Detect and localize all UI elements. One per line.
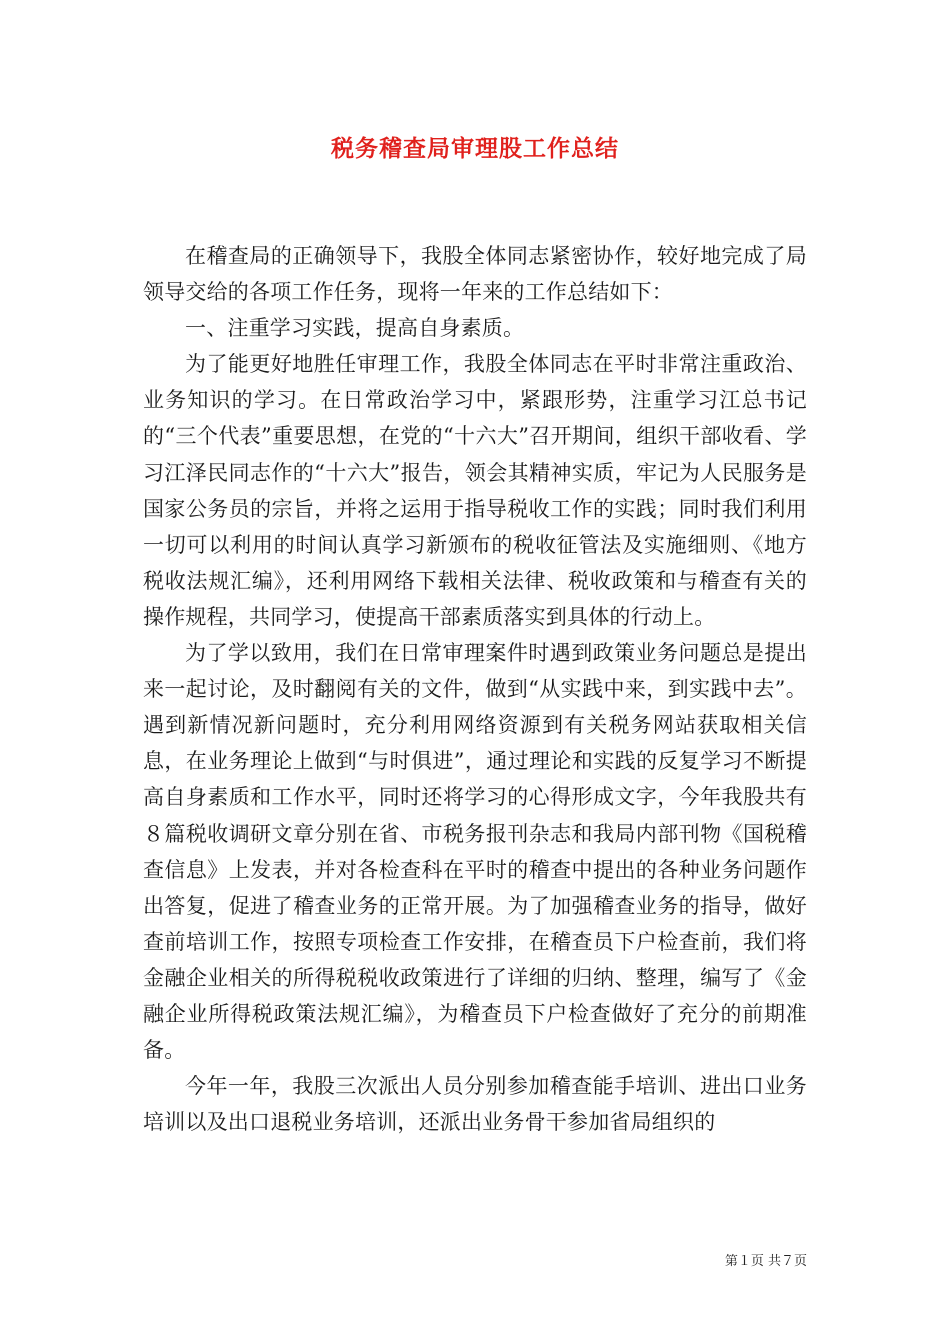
paragraph-training: 今年一年，我股三次派出人员分别参加稽查能手培训、进出口业务培训以及出口退税业务培训，还派出业务骨干参加省局组织的 xyxy=(143,1074,807,1135)
paragraph-intro: 在稽查局的正确领导下，我股全体同志紧密协作，较好地完成了局领导交给的各项工作任务，现将一年来的工作总结如下： xyxy=(143,244,807,305)
document-title: 税务稽查局审理股工作总结 xyxy=(331,135,619,162)
page-number-footer: 第１页 共７页 xyxy=(724,1254,807,1269)
section-heading-1: 一、注重学习实践，提高自身素质。 xyxy=(185,316,525,341)
paragraph-study: 为了能更好地胜任审理工作，我股全体同志在平时非常注重政治、业务知识的学习。在日常政治学习中，紧跟形势，注重学习江总书记的“三个代表”重要思想，在党的“十六大”召开期间，组织干部收看、学习江泽民同志作的“十六大”报告，领会其精神实质，牢记为人民服务是国家公务员的宗旨，并将之运用于指导税收工作的实践；同时我们利用一切可以利用的时间认真学习新颁布的税收征管法及实施细则、《地方税收法规汇编》，还利用网络下载相关法律、税收政策和与稽查有关的操作规程，共同学习，使提高干部素质落实到具体的行动上。 xyxy=(143,352,807,629)
paragraph-practice: 为了学以致用，我们在日常审理案件时遇到政策业务问题总是提出来一起讨论，及时翻阅有关的文件，做到“从实践中来，到实践中去”。遇到新情况新问题时，充分利用网络资源到有关税务网站获取相关信息，在业务理论上做到“与时俱进”，通过理论和实践的反复学习不断提高自身素质和工作水平，同时还将学习的心得形成文字，今年我股共有８篇税收调研文章分别在省、市税务报刊杂志和我局内部刊物《国税稽查信息》上发表，并对各检查科在平时的稽查中提出的各种业务问题作出答复，促进了稽查业务的正常开展。为了加强稽查业务的指导，做好查前培训工作，按照专项检查工作安排，在稽查员下户检查前，我们将金融企业相关的所得税税收政策进行了详细的归纳、整理，编写了《金融企业所得税政策法规汇编》，为稽查员下户检查做好了充分的前期准备。 xyxy=(143,641,807,1063)
document-body xyxy=(143,238,807,1140)
